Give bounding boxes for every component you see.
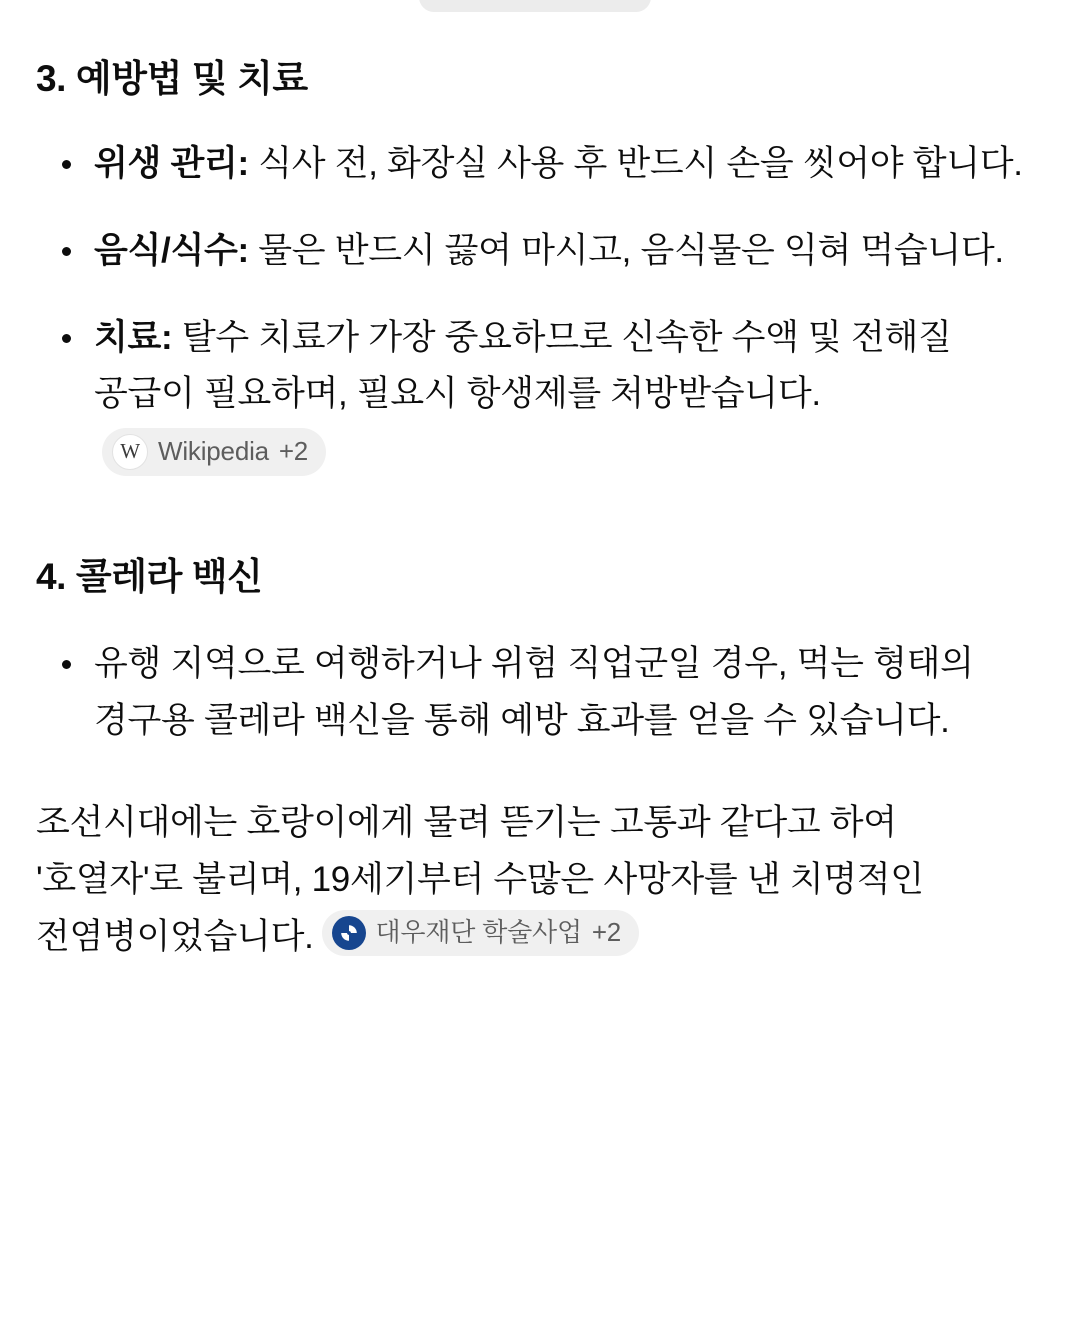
bullet-lead-label: 치료: [94, 317, 173, 357]
bullet-lead-label: 음식/식수: [94, 230, 249, 270]
citation-chip-wikipedia[interactable] [102, 428, 326, 476]
section-heading-vaccine: 4. 콜레라 백신 [36, 555, 263, 597]
closing-paragraph-text: 조선시대에는 호랑이에게 물려 뜯기는 고통과 같다고 하여 '호열자'로 불리며, 19세기부터 수많은 사망자를 낸 치명적인 전염병이었습니다. [36, 803, 924, 956]
citation-extra-count: +2 [591, 917, 621, 948]
citation-source-label: Wikipedia [158, 436, 269, 467]
daewoo-foundation-icon [332, 916, 366, 950]
list-item [36, 636, 1034, 749]
list-item [36, 136, 1034, 193]
vaccine-bullet-list [36, 636, 1034, 749]
citation-extra-count: +2 [278, 436, 308, 467]
citation-chip-daewoo[interactable] [322, 910, 639, 956]
prevention-bullet-list [36, 136, 1034, 479]
list-item [36, 223, 1034, 280]
top-pill-fragment [419, 0, 651, 12]
wikipedia-icon: W [112, 434, 148, 470]
bullet-lead-label: 위생 관리: [94, 144, 249, 184]
bullet-text: 유행 지역으로 여행하거나 위험 직업군일 경우, 먹는 형태의 경구용 콜레라 백신을 통해 예방 효과를 얻을 수 있습니다. [94, 643, 974, 740]
closing-paragraph [36, 795, 1034, 965]
section-heading-prevention: 3. 예방법 및 치료 [36, 58, 308, 99]
bullet-text: 식사 전, 화장실 사용 후 반드시 손을 씻어야 합니다. [248, 144, 1023, 184]
citation-source-label: 대우재단 학술사업 [375, 917, 582, 948]
list-item [36, 310, 1034, 480]
bullet-text: 물은 반드시 끓여 마시고, 음식물은 익혀 먹습니다. [248, 230, 1004, 270]
bullet-text: 탈수 치료가 가장 중요하므로 신속한 수액 및 전해질 공급이 필요하며, 필요시 항생제를 처방받습니다. [94, 317, 952, 414]
